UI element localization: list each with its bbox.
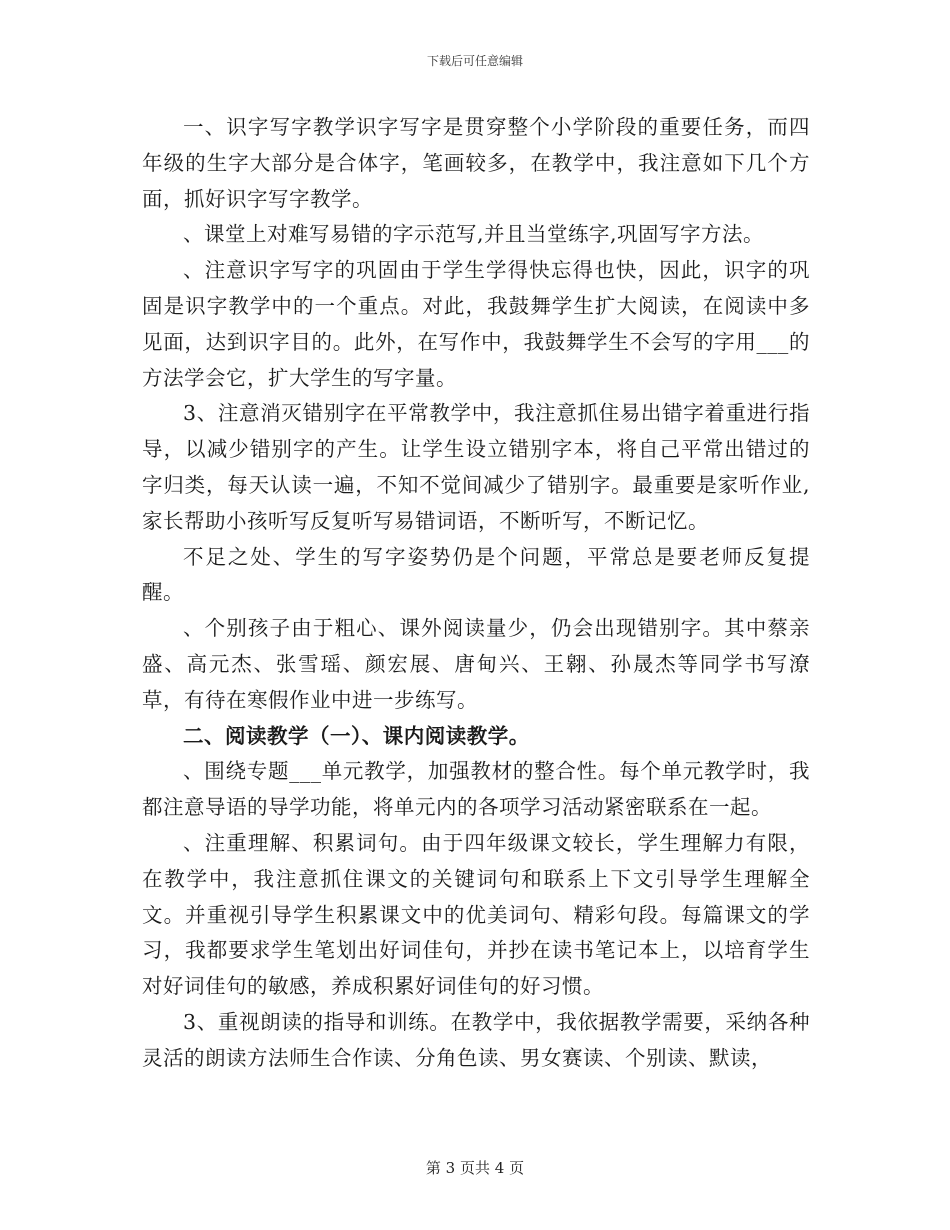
paragraph-9: 、注重理解、积累词句。由于四年级课文较长，学生理解力有限，在教学中，我注意抓住课文的关键词句和联系上下文引导学生理解全文。并重视引导学生积累课文中的优美词句、精彩句段。每篇课文的学习，我都要求学生笔划出好词佳句，并抄在读书笔记本上，以培育学生对好词佳句的敏感，养成积累好词佳句的好习惯。 bbox=[142, 830, 810, 999]
paragraph-6: 、个别孩子由于粗心、课外阅读量少，仍会出现错别字。其中蔡亲盛、高元杰、张雪瑶、颜宏展、唐甸兴、王翱、孙晟杰等同学书写潦草，有待在寒假作业中进一步练写。 bbox=[142, 616, 810, 712]
paragraph-8: 、围绕专题___单元教学，加强教材的整合性。每个单元教学时，我都注意导语的导学功能，将单元内的各项学习活动紧密联系在一起。 bbox=[142, 759, 810, 820]
page-number: 第 3 页共 4 页 bbox=[425, 1159, 525, 1177]
paragraph-5: 不足之处、学生的写字姿势仍是个问题，平常总是要老师反复提醒。 bbox=[142, 544, 810, 605]
paragraph-10: 3、重视朗读的指导和训练。在教学中，我依据教学需要，采纳各种灵活的朗读方法师生合作读、分角色读、男女赛读、个别读、默读， bbox=[142, 1009, 810, 1070]
section-heading-reading: 二、阅读教学（一）、课内阅读教学。 bbox=[183, 723, 530, 748]
paragraph-2: 、课堂上对难写易错的字示范写,并且当堂练字,巩固写字方法。 bbox=[183, 222, 765, 247]
document-body bbox=[142, 110, 810, 1077]
paragraph-3: 、注意识字写字的巩固由于学生学得快忘得也快，因此，识字的巩固是识字教学中的一个重点。对此，我鼓舞学生扩大阅读，在阅读中多见面，达到识字目的。此外，在写作中，我鼓舞学生不会写的字用___的方法学会它，扩大学生的写字量。 bbox=[142, 258, 810, 390]
paragraph-1: 一、识字写字教学识字写字是贯穿整个小学阶段的重要任务，而四年级的生字大部分是合体字，笔画较多，在教学中，我注意如下几个方面，抓好识字写字教学。 bbox=[142, 115, 810, 211]
page-header: 下载后可任意编辑 bbox=[426, 54, 523, 68]
paragraph-4: 3、注意消灭错别字在平常教学中，我注意抓住易出错字着重进行指导，以减少错别字的产生。让学生设立错别字本，将自己平常出错过的字归类，每天认读一遍，不知不觉间减少了错别字。最重要是家听作业,家长帮助小孩听写反复听写易错词语，不断听写，不断记忆。 bbox=[142, 401, 810, 533]
